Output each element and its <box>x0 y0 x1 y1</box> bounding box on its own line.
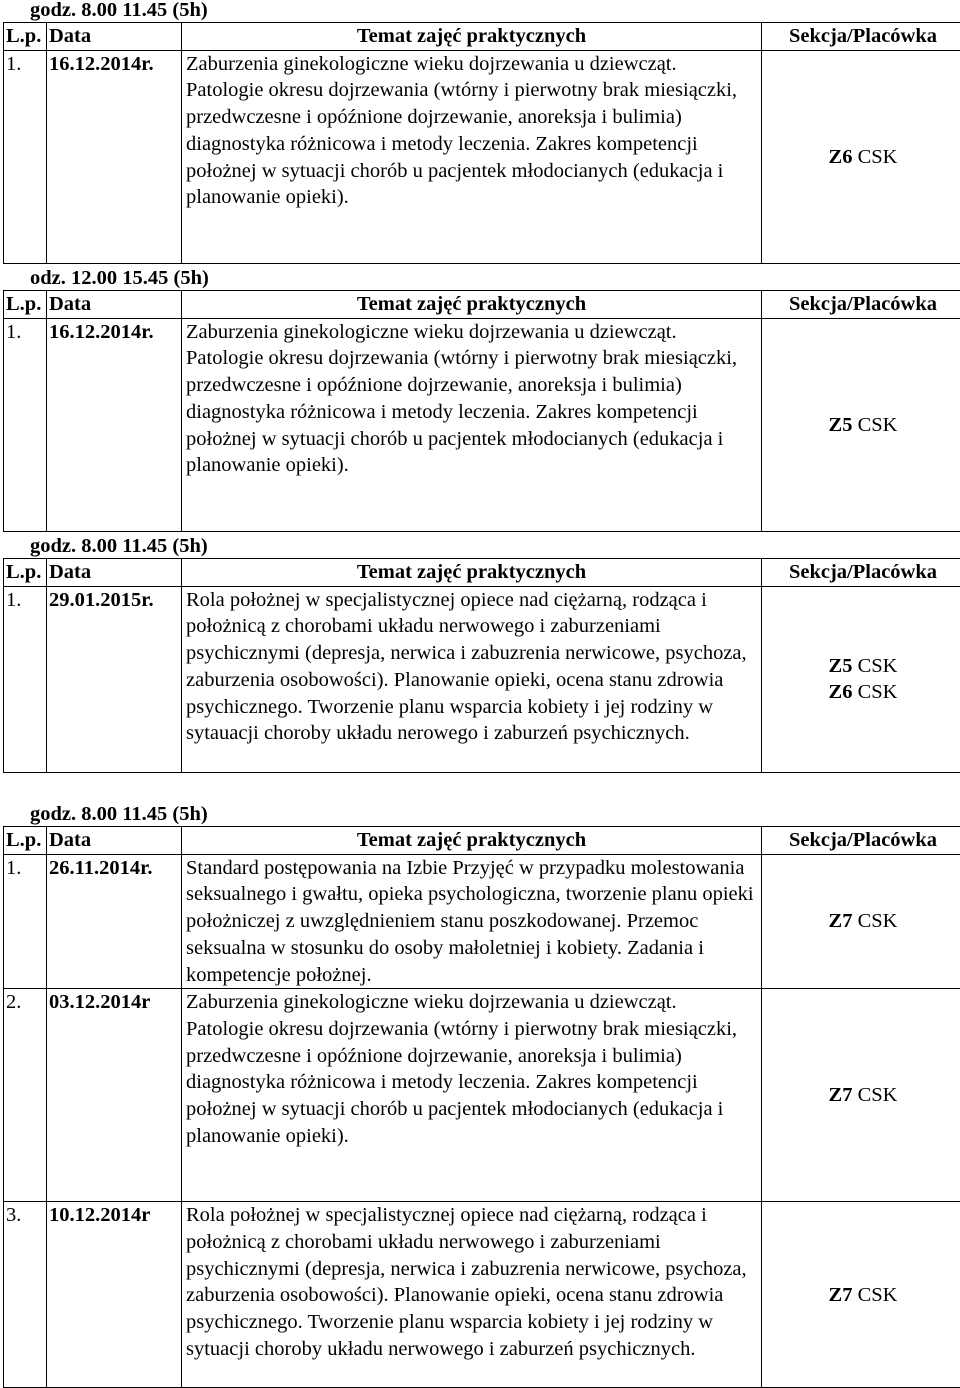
col-lp-header: L.p. <box>4 559 47 587</box>
section-entry <box>764 908 960 934</box>
col-date-header: Data <box>47 559 182 587</box>
section-heading: odz. 12.00 15.45 (5h) <box>30 268 209 289</box>
col-section-header: Sekcja/Placówka <box>762 23 960 51</box>
col-date-header: Data <box>47 291 182 319</box>
schedule-table <box>3 290 960 532</box>
section-place: CSK <box>858 1284 898 1306</box>
col-topic-header: Temat zajęć praktycznych <box>182 291 762 319</box>
row-topic: Rola położnej w specjalistycznej opiece nad ciężarną, rodząca i położnicą z chorobami układu nerwowego i zaburzeniami psychicznymi (depresja, nerwica i zabuzrenia nerwicowe, psychoza, zaburzenia osobowości). Planowanie opieki, ocena stanu zdrowia psychicznego. Tworzenie planu wsparcia kobiety i jej rodziny w sytuacji choroby układu nerwowego i zaburzeń psychicznych. <box>182 1202 762 1388</box>
row-date: 16.12.2014r. <box>47 50 182 263</box>
row-section <box>762 318 960 531</box>
section-code: Z6 <box>829 681 853 703</box>
table-row <box>4 318 960 531</box>
col-date-header: Data <box>47 827 182 855</box>
col-date-header: Data <box>47 23 182 51</box>
col-section-header: Sekcja/Placówka <box>762 559 960 587</box>
section-entry <box>764 144 960 170</box>
section-place: CSK <box>858 655 898 677</box>
section-entry <box>764 1282 960 1308</box>
table-header-row <box>4 827 960 855</box>
row-lp: 1. <box>4 586 47 772</box>
table-row <box>4 854 960 989</box>
table-row <box>4 989 960 1202</box>
section-place: CSK <box>858 1084 898 1106</box>
row-lp: 1. <box>4 50 47 263</box>
section-code: Z5 <box>829 655 853 677</box>
row-section <box>762 50 960 263</box>
row-date: 16.12.2014r. <box>47 318 182 531</box>
table-header-row <box>4 291 960 319</box>
section-code: Z7 <box>829 910 853 932</box>
row-date: 03.12.2014r <box>47 989 182 1202</box>
col-lp-header: L.p. <box>4 827 47 855</box>
table-row <box>4 1202 960 1388</box>
row-date: 10.12.2014r <box>47 1202 182 1388</box>
row-topic: Zaburzenia ginekologiczne wieku dojrzewania u dziewcząt. Patologie okresu dojrzewania (wtórny i pierwotny brak miesiączki, przedwczesne i opóźnione dojrzewanie, anoreksja i bulimia) diagnostyka różnicowa i metody leczenia. Zakres kompetencji położnej w sytuacji chorób u pacjentek młodocianych (edukacja i planowanie opieki). <box>182 989 762 1202</box>
col-section-header: Sekcja/Placówka <box>762 827 960 855</box>
row-lp: 1. <box>4 318 47 531</box>
section-heading: godz. 8.00 11.45 (5h) <box>30 804 208 825</box>
col-section-header: Sekcja/Placówka <box>762 291 960 319</box>
section-place: CSK <box>858 910 898 932</box>
col-topic-header: Temat zajęć praktycznych <box>182 827 762 855</box>
table-header-row <box>4 23 960 51</box>
schedule-table <box>3 558 960 773</box>
row-section <box>762 989 960 1202</box>
section-place: CSK <box>858 681 898 703</box>
col-lp-header: L.p. <box>4 291 47 319</box>
row-lp: 3. <box>4 1202 47 1388</box>
schedule-table <box>3 826 960 1388</box>
section-entry <box>764 679 960 705</box>
col-lp-header: L.p. <box>4 23 47 51</box>
section-entry <box>764 1082 960 1108</box>
row-lp: 1. <box>4 854 47 989</box>
col-topic-header: Temat zajęć praktycznych <box>182 559 762 587</box>
table-header-row <box>4 559 960 587</box>
section-heading: godz. 8.00 11.45 (5h) <box>30 536 208 557</box>
row-topic: Zaburzenia ginekologiczne wieku dojrzewania u dziewcząt. Patologie okresu dojrzewania (wtórny i pierwotny brak miesiączki, przedwczesne i opóźnione dojrzewanie, anoreksja i bulimia) diagnostyka różnicowa i metody leczenia. Zakres kompetencji położnej w sytuacji chorób u pacjentek młodocianych (edukacja i planowanie opieki). <box>182 50 762 263</box>
row-section <box>762 1202 960 1388</box>
table-row <box>4 586 960 772</box>
row-lp: 2. <box>4 989 47 1202</box>
section-code: Z7 <box>829 1084 853 1106</box>
row-date: 29.01.2015r. <box>47 586 182 772</box>
section-code: Z7 <box>829 1284 853 1306</box>
row-topic: Zaburzenia ginekologiczne wieku dojrzewania u dziewcząt. Patologie okresu dojrzewania (wtórny i pierwotny brak miesiączki, przedwczesne i opóźnione dojrzewanie, anoreksja i bulimia) diagnostyka różnicowa i metody leczenia. Zakres kompetencji położnej w sytuacji chorób u pacjentek młodocianych (edukacja i planowanie opieki). <box>182 318 762 531</box>
section-heading: godz. 8.00 11.45 (5h) <box>30 0 208 21</box>
table-row <box>4 50 960 263</box>
section-entry <box>764 653 960 679</box>
section-place: CSK <box>858 146 898 168</box>
row-date: 26.11.2014r. <box>47 854 182 989</box>
section-code: Z5 <box>829 414 853 436</box>
col-topic-header: Temat zajęć praktycznych <box>182 23 762 51</box>
section-place: CSK <box>858 414 898 436</box>
row-topic: Rola położnej w specjalistycznej opiece nad ciężarną, rodząca i położnicą z chorobami układu nerwowego i zaburzeniami psychicznymi (depresja, nerwica i zabuzrenia nerwicowe, psychoza, zaburzenia osobowości). Planowanie opieki, ocena stanu zdrowia psychicznego. Tworzenie planu wsparcia kobiety i jej rodziny w sytauacji choroby układu nerowego i zaburzeń psychicznych. <box>182 586 762 772</box>
row-section <box>762 586 960 772</box>
row-section <box>762 854 960 989</box>
schedule-table <box>3 22 960 264</box>
row-topic: Standard postępowania na Izbie Przyjęć w przypadku molestowania seksualnego i gwałtu, opieka psychologiczna, tworzenie planu opieki położniczej z uwzględnieniem stanu poszkodowanej. Przemoc seksualna w stosunku do osoby małoletniej i kobiety. Zadania i kompetencje położnej. <box>182 854 762 989</box>
section-entry <box>764 412 960 438</box>
section-code: Z6 <box>829 146 853 168</box>
